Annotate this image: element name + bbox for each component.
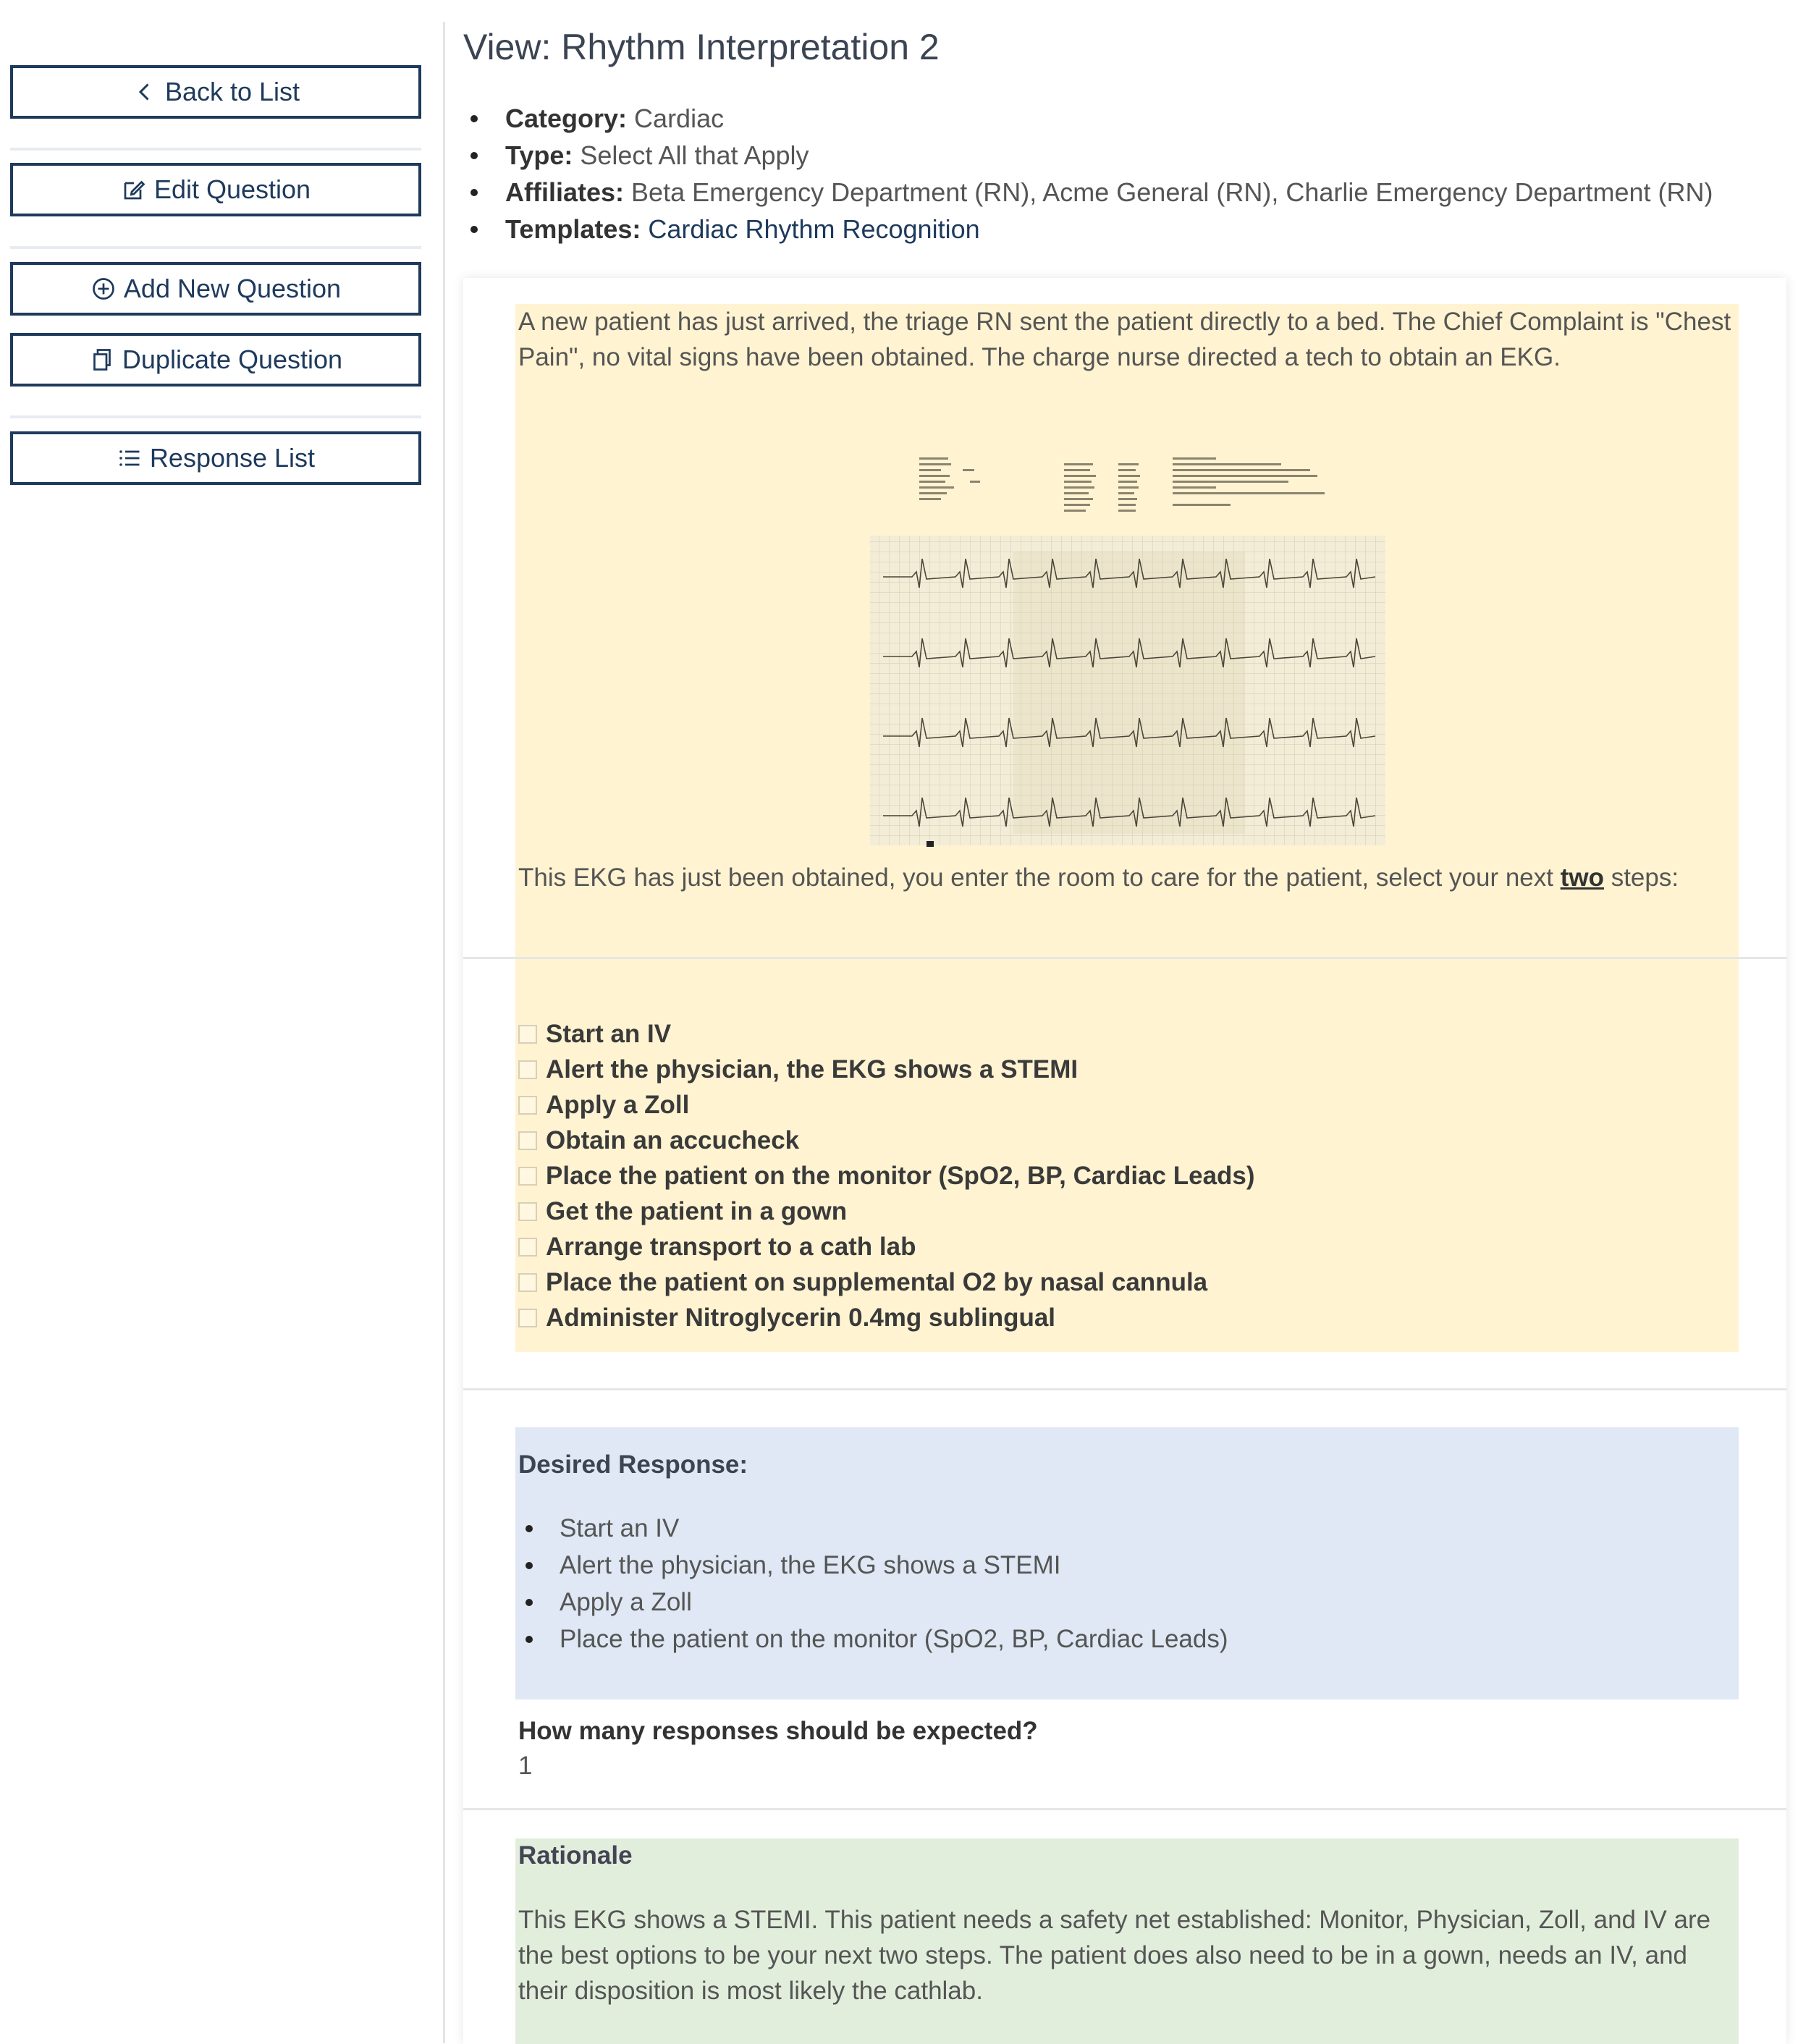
answer-options bbox=[518, 1016, 1255, 1335]
rationale-text: This EKG shows a STEMI. This patient needs a safety net established: Monitor, Physician, Zoll, and IV are the best options to be your next two steps. The patient does also need to be in a gown, needs an IV, and their disposition is most likely the cathlab. bbox=[518, 1906, 1711, 2005]
desired-response-item: Start an IV bbox=[518, 1510, 1228, 1547]
desired-response-title: Desired Response: bbox=[518, 1450, 748, 1479]
vertical-divider bbox=[443, 22, 445, 2043]
answer-option[interactable] bbox=[518, 1052, 1255, 1087]
option-label: Apply a Zoll bbox=[546, 1090, 690, 1119]
duplicate-question-button[interactable] bbox=[10, 333, 421, 387]
question-prompt bbox=[518, 860, 1734, 895]
edit-question-label: Edit Question bbox=[153, 174, 311, 204]
option-label: Place the patient on supplemental O2 by nasal cannula bbox=[546, 1267, 1208, 1296]
add-new-question-label: Add New Question bbox=[123, 274, 342, 303]
option-checkbox[interactable] bbox=[518, 1273, 537, 1292]
option-label: Obtain an accucheck bbox=[546, 1126, 800, 1154]
answer-option[interactable] bbox=[518, 1123, 1255, 1158]
add-new-question-button[interactable] bbox=[10, 262, 421, 316]
option-checkbox[interactable] bbox=[518, 1202, 537, 1221]
sidebar-divider bbox=[10, 246, 421, 249]
option-label: Start an IV bbox=[546, 1019, 672, 1048]
option-checkbox[interactable] bbox=[518, 1238, 537, 1257]
back-to-list-label: Back to List bbox=[164, 77, 300, 106]
meta-label: Affiliates: bbox=[505, 177, 625, 207]
desired-response-item: Apply a Zoll bbox=[518, 1584, 1228, 1621]
answer-option[interactable] bbox=[518, 1264, 1255, 1300]
page-title: View: Rhythm Interpretation 2 bbox=[463, 27, 940, 67]
list-icon bbox=[117, 445, 143, 471]
option-label: Alert the physician, the EKG shows a STEMI bbox=[546, 1055, 1079, 1084]
desired-response-list bbox=[518, 1510, 1228, 1657]
prompt-text: This EKG has just been obtained, you enter the room to care for the patient, select your next bbox=[518, 863, 1561, 892]
answer-option[interactable] bbox=[518, 1194, 1255, 1229]
expected-responses-value: 1 bbox=[518, 1752, 533, 1780]
answer-option[interactable] bbox=[518, 1016, 1255, 1052]
question-card bbox=[463, 278, 1786, 2044]
edit-icon bbox=[121, 177, 147, 203]
duplicate-question-label: Duplicate Question bbox=[122, 345, 343, 374]
meta-value: Cardiac bbox=[634, 104, 725, 133]
option-label: Get the patient in a gown bbox=[546, 1196, 848, 1225]
option-label: Place the patient on the monitor (SpO2, BP, Cardiac Leads) bbox=[546, 1161, 1255, 1190]
prompt-emphasis: two bbox=[1560, 863, 1604, 892]
section-divider bbox=[463, 1808, 1786, 1810]
section-divider bbox=[463, 957, 1786, 959]
sidebar bbox=[0, 0, 434, 2043]
template-link[interactable]: Cardiac Rhythm Recognition bbox=[648, 214, 980, 244]
prompt-text-end: steps: bbox=[1603, 863, 1679, 892]
meta-templates bbox=[463, 211, 1713, 248]
sidebar-divider bbox=[10, 148, 421, 151]
answer-option[interactable] bbox=[518, 1300, 1255, 1335]
back-to-list-button[interactable] bbox=[10, 65, 421, 119]
answer-option[interactable] bbox=[518, 1087, 1255, 1123]
section-divider bbox=[463, 1388, 1786, 1390]
meta-value: Select All that Apply bbox=[580, 140, 809, 170]
question-meta bbox=[463, 100, 1713, 248]
sidebar-divider bbox=[10, 415, 421, 418]
desired-response-item: Alert the physician, the EKG shows a STEMI bbox=[518, 1547, 1228, 1584]
response-list-button[interactable] bbox=[10, 431, 421, 485]
meta-label: Category: bbox=[505, 104, 628, 133]
edit-question-button[interactable] bbox=[10, 163, 421, 216]
meta-affiliates bbox=[463, 174, 1713, 211]
answer-option[interactable] bbox=[518, 1158, 1255, 1194]
chevron-left-icon bbox=[132, 79, 158, 105]
option-label: Administer Nitroglycerin 0.4mg sublingual bbox=[546, 1303, 1056, 1332]
answer-option[interactable] bbox=[518, 1229, 1255, 1264]
meta-category bbox=[463, 100, 1713, 137]
copy-icon bbox=[89, 347, 115, 373]
question-intro: A new patient has just arrived, the triage RN sent the patient directly to a bed. The Chief Complaint is "Chest Pain", no vital signs have been obtained. The charge nurse directed a tech to obtain an EKG. bbox=[518, 308, 1731, 371]
desired-response-item: Place the patient on the monitor (SpO2, BP, Cardiac Leads) bbox=[518, 1621, 1228, 1657]
meta-label: Templates: bbox=[505, 214, 641, 244]
rationale-title: Rationale bbox=[518, 1841, 633, 1870]
meta-value: Beta Emergency Department (RN), Acme General (RN), Charlie Emergency Department (RN) bbox=[631, 177, 1713, 207]
option-checkbox[interactable] bbox=[518, 1025, 537, 1044]
expected-responses-label: How many responses should be expected? bbox=[518, 1717, 1038, 1745]
ekg-image bbox=[869, 450, 1387, 853]
meta-label: Type: bbox=[505, 140, 573, 170]
option-checkbox[interactable] bbox=[518, 1131, 537, 1150]
response-list-label: Response List bbox=[149, 443, 316, 473]
option-checkbox[interactable] bbox=[518, 1309, 537, 1327]
option-checkbox[interactable] bbox=[518, 1096, 537, 1115]
plus-circle-icon bbox=[90, 276, 117, 302]
option-label: Arrange transport to a cath lab bbox=[546, 1232, 916, 1261]
option-checkbox[interactable] bbox=[518, 1167, 537, 1186]
meta-type bbox=[463, 137, 1713, 174]
option-checkbox[interactable] bbox=[518, 1060, 537, 1079]
